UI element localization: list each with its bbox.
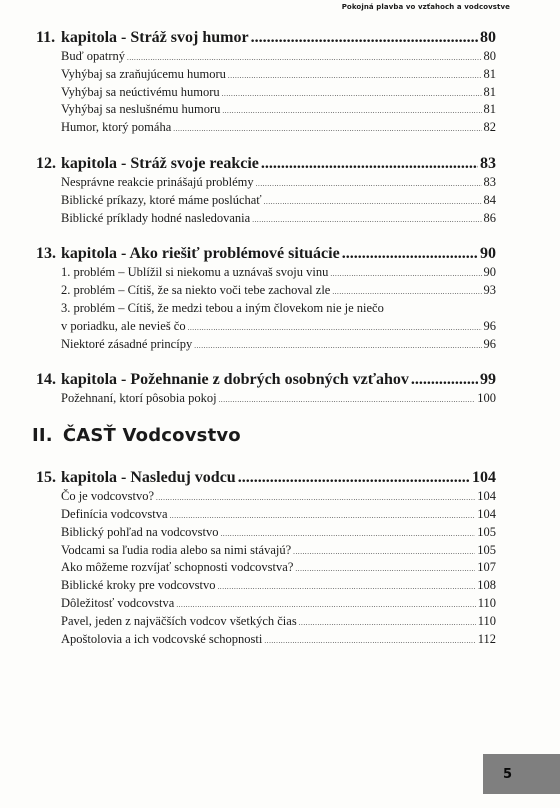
chapter-12 (36, 154, 496, 227)
page-number: 5 (503, 766, 513, 782)
entry-title: 2. problém – Cítiš, že sa niekto voči tebe zachoval zle (61, 283, 331, 298)
leader-dots (156, 490, 475, 508)
page-ref: 112 (477, 631, 496, 646)
leader-dots (264, 633, 475, 651)
toc-entry[interactable] (36, 631, 496, 649)
entry-title: Biblický pohľad na vodcovstvo (61, 524, 219, 539)
chapter-number: 13. (36, 245, 56, 263)
toc-entry[interactable] (36, 524, 496, 542)
page-ref: 93 (483, 283, 496, 298)
chapter-heading[interactable] (36, 244, 496, 264)
chapter-15 (36, 468, 496, 648)
chapter-heading[interactable] (36, 468, 496, 488)
entry-title: Humor, ktorý pomáha (61, 120, 172, 135)
entry-title: Požehnaní, ktorí pôsobia pokoj (61, 391, 217, 406)
toc-entry[interactable] (36, 192, 496, 210)
chapter-number: 11. (36, 29, 56, 46)
leader-dots (218, 579, 476, 597)
page-ref: 81 (483, 84, 496, 99)
page-ref: 107 (477, 560, 496, 575)
entry-title: Pavel, jeden z najväčších vodcov všetkých čias (61, 613, 297, 628)
page-ref: 96 (483, 318, 496, 333)
entry-title: Vyhýbaj sa zraňujúcemu humoru (61, 66, 226, 81)
toc-entry[interactable] (36, 542, 496, 560)
entry-title: 1. problém – Ublížil si niekomu a uznávaš svoju vinu (61, 265, 329, 280)
toc-entry[interactable] (36, 390, 496, 408)
page-ref: 104 (477, 506, 496, 521)
part-title: ČASŤ Vodcovstvo (62, 425, 241, 447)
leader-dots (411, 370, 478, 390)
page-ref: 83 (480, 154, 496, 172)
toc-entry[interactable] (36, 577, 496, 595)
toc-entry[interactable] (36, 613, 496, 631)
entry-title: Niektoré zásadné princípy (61, 336, 193, 351)
chapter-heading[interactable] (36, 370, 496, 390)
entry-title: v poriadku, ale nevieš čo (61, 318, 186, 333)
leader-dots (219, 392, 476, 410)
toc-entry[interactable] (36, 559, 496, 577)
entry-title: Vyhýbaj sa neúctivému humoru (61, 84, 220, 99)
chapter-title: kapitola - Požehnanie z dobrých osobných vzťahov (61, 371, 409, 389)
chapter-number: 15. (36, 469, 56, 487)
page-ref: 81 (483, 102, 496, 117)
toc-entry[interactable] (36, 264, 496, 282)
leader-dots (330, 266, 481, 284)
chapter-11 (36, 28, 496, 137)
page-ref: 80 (480, 29, 496, 46)
toc-entry[interactable] (36, 282, 496, 300)
page-ref: 80 (483, 49, 496, 63)
leader-dots (188, 320, 482, 338)
page-number-tab (483, 754, 560, 794)
page-ref: 90 (480, 245, 496, 263)
chapter-14 (36, 370, 496, 408)
toc-entry[interactable] (36, 84, 496, 102)
page-ref: 84 (483, 192, 496, 207)
running-header: Pokojná plavba vo vzťahoch a vodcovstve (341, 3, 510, 11)
chapter-heading[interactable] (36, 28, 496, 48)
leader-dots (222, 86, 482, 104)
entry-title: Biblické kroky pre vodcovstvo (61, 578, 216, 593)
toc-entry[interactable] (36, 506, 496, 524)
table-of-contents (32, 28, 496, 665)
chapter-number: 12. (36, 154, 56, 172)
leader-dots (293, 544, 475, 562)
entry-title: Čo je vodcovstvo? (61, 489, 155, 504)
chapter-title: kapitola - Stráž svoj humor (61, 29, 249, 46)
toc-entry[interactable] (36, 101, 496, 119)
entry-title: Ako môžeme rozvíjať schopnosti vodcovstva? (61, 560, 294, 575)
leader-dots (228, 68, 482, 86)
page-ref: 83 (483, 174, 496, 189)
chapter-number: 14. (36, 371, 56, 389)
entry-title: Buď opatrný (61, 49, 125, 63)
page-ref: 99 (480, 371, 496, 389)
leader-dots (256, 176, 482, 194)
entry-title: Vyhýbaj sa neslušnému humoru (61, 102, 221, 117)
toc-entry[interactable] (36, 210, 496, 228)
page-ref: 82 (483, 120, 496, 135)
leader-dots (222, 103, 481, 121)
part-heading (32, 425, 496, 446)
leader-dots (299, 615, 476, 633)
leader-dots (173, 121, 481, 139)
page-ref: 105 (477, 542, 496, 557)
page-ref: 96 (483, 336, 496, 351)
page-ref: 108 (477, 578, 496, 593)
chapter-heading[interactable] (36, 154, 496, 174)
page-ref: 81 (483, 66, 496, 81)
toc-entry[interactable] (36, 48, 496, 66)
entry-title: Apoštolovia a ich vodcovské schopnosti (61, 631, 263, 646)
toc-entry[interactable] (36, 488, 496, 506)
chapter-title: kapitola - Ako riešiť problémové situácie (61, 245, 340, 263)
leader-dots (194, 338, 481, 356)
page-ref: 110 (477, 613, 496, 628)
leader-dots (261, 154, 478, 174)
page-ref: 105 (477, 524, 496, 539)
entry-title: Biblické príkazy, ktoré máme poslúchať (61, 192, 262, 207)
entry-title: Biblické príklady hodné nasledovania (61, 210, 251, 225)
leader-dots (342, 244, 478, 264)
toc-entry-wrapped-line[interactable]: 3. problém – Cítiš, že medzi tebou a iným človekom nie je niečo (61, 300, 384, 315)
page-ref: 104 (472, 469, 496, 487)
page-ref: 100 (477, 391, 496, 406)
chapter-13 (36, 244, 496, 353)
entry-title: Dôležitosť vodcovstva (61, 595, 175, 610)
page-ref: 90 (483, 265, 496, 280)
toc-entry[interactable] (36, 595, 496, 613)
entry-title: Definícia vodcovstva (61, 506, 168, 521)
chapter-title: kapitola - Stráž svoje reakcie (61, 154, 259, 172)
toc-entry[interactable] (36, 174, 496, 192)
toc-entry[interactable] (36, 318, 496, 336)
page-ref: 104 (477, 489, 496, 504)
part-number: II. (32, 425, 53, 447)
chapter-title: kapitola - Nasleduj vodcu (61, 469, 236, 487)
toc-entry[interactable] (36, 119, 496, 137)
toc-entry[interactable] (36, 336, 496, 354)
leader-dots (295, 561, 475, 579)
entry-title: Nesprávne reakcie prinášajú problémy (61, 174, 254, 189)
leader-dots (251, 28, 478, 48)
page-ref: 110 (477, 595, 496, 610)
page-ref: 86 (483, 210, 496, 225)
leader-dots (238, 468, 470, 488)
leader-dots (264, 194, 482, 212)
leader-dots (252, 212, 481, 230)
toc-entry[interactable] (36, 66, 496, 84)
entry-title: Vodcami sa ľudia rodia alebo sa nimi stávajú? (61, 542, 292, 557)
